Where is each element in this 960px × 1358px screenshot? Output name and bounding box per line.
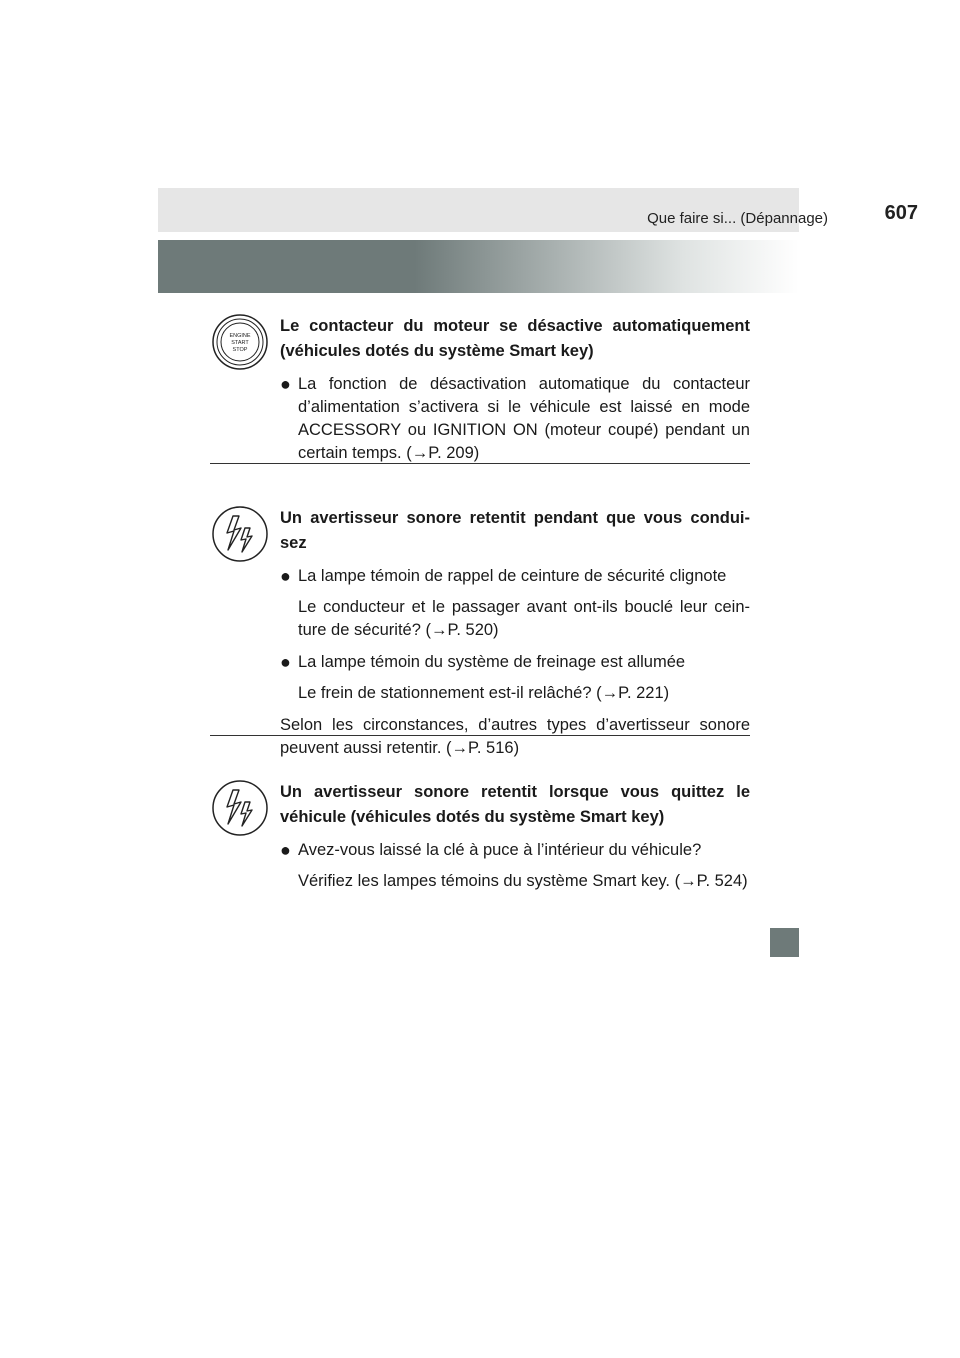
bullet-dot: ● bbox=[280, 566, 291, 586]
bullet-subtext: Le conducteur et le passager avant ont-ils bouclé leur cein-ture de sécurité? (→P. 520) bbox=[298, 598, 750, 639]
section-content bbox=[280, 506, 750, 760]
list-item bbox=[280, 839, 750, 862]
list-item bbox=[280, 651, 750, 674]
bullet-subtext: Le frein de stationnement est-il relâché? (→P. 221) bbox=[298, 684, 670, 702]
buzzer-warning-icon bbox=[212, 506, 268, 562]
bullet-text: Avez-vous laissé la clé à puce à l’intérieur du véhicule? bbox=[298, 841, 702, 859]
section-title: Un avertisseur sonore retentit lorsque vous quittez le véhicule (véhicules dotés du système Smart key) bbox=[280, 783, 750, 826]
page-number: 607 bbox=[884, 202, 918, 224]
section-title: Le contacteur du moteur se désactive automatiquement (véhicules dotés du système Smart key) bbox=[280, 317, 750, 360]
engine-start-stop-button-icon bbox=[212, 314, 268, 370]
section-title: Un avertisseur sonore retentit pendant que vous condui-sez bbox=[280, 509, 750, 552]
bullet-dot: ● bbox=[280, 652, 291, 672]
section-content bbox=[280, 314, 750, 465]
bullet-text: La lampe témoin de rappel de ceinture de sécurité clignote bbox=[298, 567, 727, 585]
icon-text-stop: STOP bbox=[232, 347, 248, 353]
chapter-side-tab bbox=[770, 928, 799, 957]
icon-text-start: START bbox=[231, 340, 249, 346]
bullet-dot: ● bbox=[280, 374, 291, 394]
section-buzzer-driving bbox=[210, 506, 750, 757]
list-item bbox=[280, 373, 750, 465]
buzzer-warning-icon bbox=[212, 780, 268, 836]
bullet-text: La lampe témoin du système de freinage est allumée bbox=[298, 653, 686, 671]
header-section-title: Que faire si... (Dépannage) bbox=[647, 210, 828, 227]
section-content bbox=[280, 780, 750, 893]
icon-text-engine: ENGINE bbox=[229, 333, 251, 339]
chapter-gradient-band bbox=[158, 240, 799, 293]
bullet-text: La fonction de désactivation automatique du contacteur d’alimentation s’activera si le véhicule est laissé en mode ACCESSORY ou IGNITION ON (moteur coupé) pendant un certain temps. (→P. 209) bbox=[298, 375, 750, 462]
bullet-dot: ● bbox=[280, 840, 291, 860]
section-engine-switch bbox=[210, 314, 750, 464]
section-note: Selon les circonstances, d’autres types d’avertisseur sonore peuvent aussi retentir. (→P. 516) bbox=[280, 716, 750, 757]
section-buzzer-exit bbox=[210, 780, 750, 920]
list-item bbox=[280, 565, 750, 588]
bullet-subtext: Vérifiez les lampes témoins du système Smart key. (→P. 524) bbox=[298, 872, 748, 890]
